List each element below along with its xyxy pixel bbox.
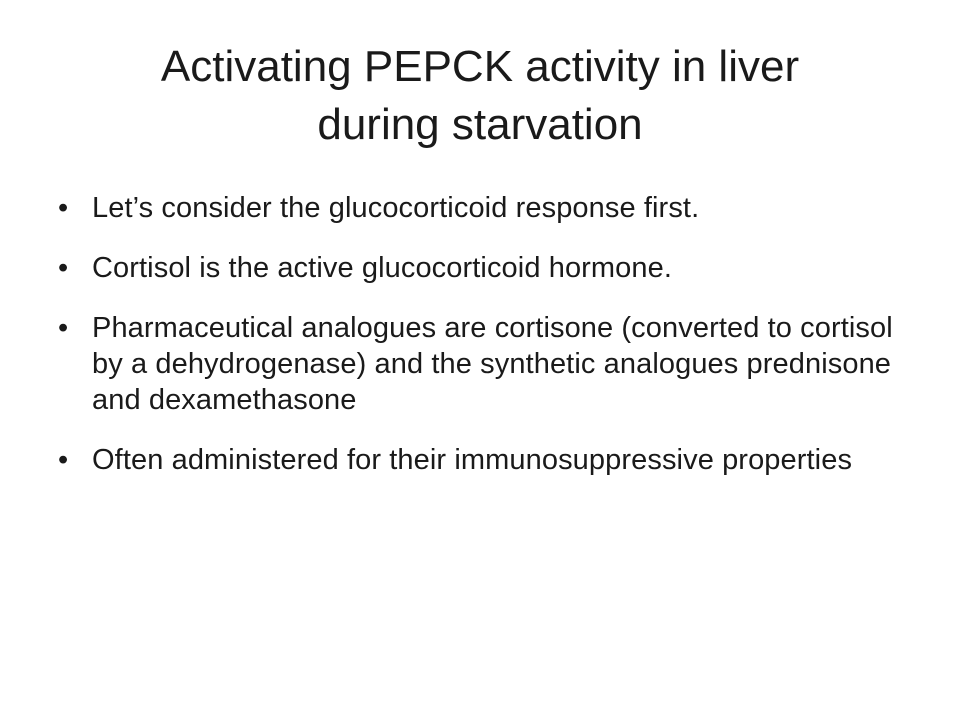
slide-title-line-2: during starvation <box>317 100 643 149</box>
bullet-marker-icon: • <box>58 252 69 284</box>
bullet-marker-icon: • <box>58 192 69 224</box>
bullet-item <box>58 442 908 478</box>
bullet-text: Let’s consider the glucocorticoid response first. <box>92 192 700 224</box>
bullet-list <box>58 190 908 502</box>
bullet-text: Pharmaceutical analogues are cortisone (converted to cortisol by a dehydrogenase) and the synthetic analogues prednisone and dexamethasone <box>92 312 893 416</box>
slide-title <box>60 38 900 154</box>
slide-title-line-1: Activating PEPCK activity in liver <box>160 42 800 91</box>
bullet-text: Often administered for their immunosuppressive properties <box>92 444 853 476</box>
bullet-item <box>58 310 908 418</box>
bullet-text: Cortisol is the active glucocorticoid hormone. <box>92 252 673 284</box>
bullet-item <box>58 250 908 286</box>
bullet-marker-icon: • <box>58 312 69 344</box>
bullet-marker-icon: • <box>58 444 69 476</box>
bullet-item <box>58 190 908 226</box>
